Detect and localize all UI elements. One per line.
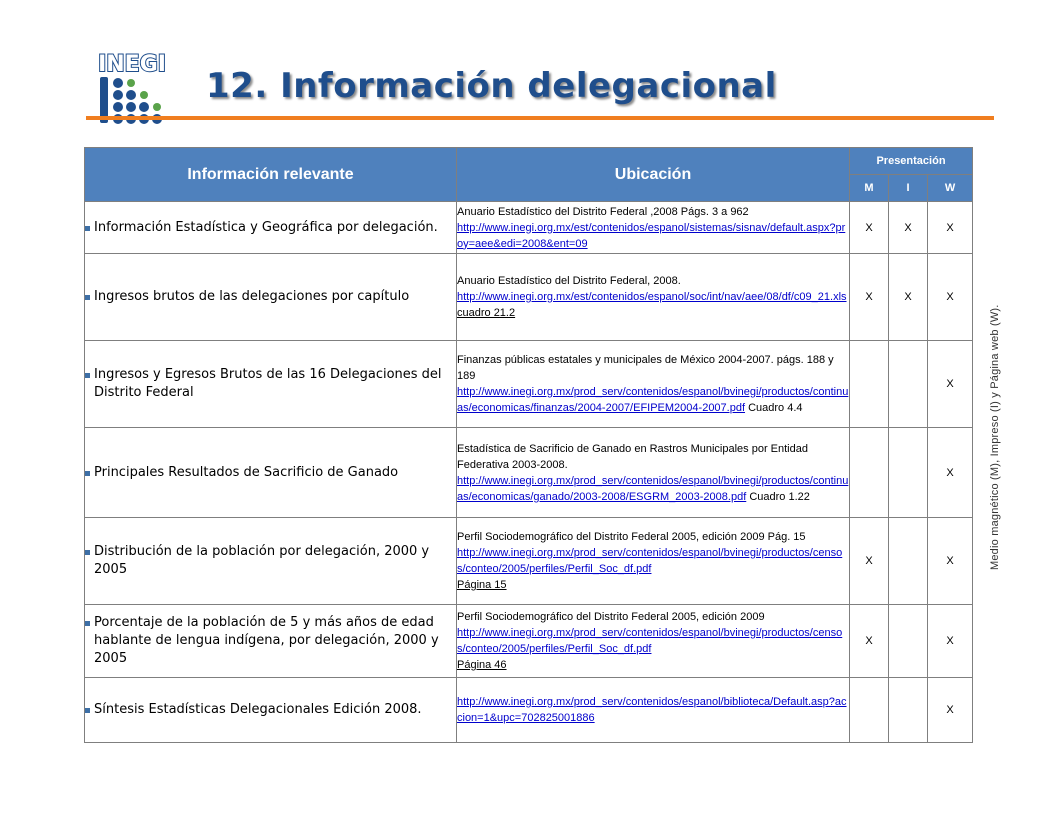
location-text: Anuario Estadístico del Distrito Federal ,2008 Págs. 3 a 962 xyxy=(457,205,749,218)
table-row xyxy=(85,678,973,743)
location-link[interactable]: http://www.inegi.org.mx/prod_serv/contenidos/espanol/bvinegi/productos/continuas/economicas/ganado/2003-2008/ESGRM_2003-2008.pdf xyxy=(457,474,849,503)
table-row xyxy=(85,254,973,341)
info-text: Ingresos brutos de las delegaciones por capítulo xyxy=(94,289,410,304)
location-text: Estadística de Sacrificio de Ganado en Rastros Municipales por Entidad Federativa 2003-2008. xyxy=(457,442,808,471)
cell-m: X xyxy=(850,254,889,341)
location-text: Perfil Sociodemográfico del Distrito Federal 2005, edición 2009 Pág. 15 xyxy=(457,531,806,543)
info-text: Porcentaje de la población de 5 y más años de edad hablante de lengua indígena, por delegación, 2000 y 2005 xyxy=(94,615,439,666)
location-note: Página 15 xyxy=(457,579,507,591)
location-link[interactable]: http://www.inegi.org.mx/est/contenidos/espanol/sistemas/sisnav/default.aspx?proy=aee&edi=2008&ent=09 xyxy=(457,221,846,250)
cell-m: X xyxy=(850,202,889,254)
header-i: I xyxy=(889,175,928,202)
cell-m xyxy=(850,678,889,743)
location-link[interactable]: http://www.inegi.org.mx/prod_serv/contenidos/espanol/bvinegi/productos/continuas/economicas/finanzas/2004-2007/EFIPEM2004-2007.pdf xyxy=(457,386,849,414)
cell-m xyxy=(850,341,889,428)
location-text: Finanzas públicas estatales y municipales de México 2004-2007. págs. 188 y 189 xyxy=(457,354,834,382)
cell-m: X xyxy=(850,518,889,605)
cell-w: X xyxy=(928,428,973,518)
table-row xyxy=(85,605,973,678)
table-row xyxy=(85,202,973,254)
table-row xyxy=(85,428,973,518)
location-link[interactable]: http://www.inegi.org.mx/prod_serv/contenidos/espanol/biblioteca/Default.asp?accion=1&upc=702825001886 xyxy=(457,696,847,724)
cell-m: X xyxy=(850,605,889,678)
location-link[interactable]: http://www.inegi.org.mx/prod_serv/contenidos/espanol/bvinegi/productos/censos/conteo/2005/perfiles/Perfil_Soc_df.pdf xyxy=(457,547,843,575)
table-row xyxy=(85,518,973,605)
header-m: M xyxy=(850,175,889,202)
cell-i xyxy=(889,518,928,605)
cell-w: X xyxy=(928,341,973,428)
cell-i: X xyxy=(889,254,928,341)
header-w: W xyxy=(928,175,973,202)
info-text: Principales Resultados de Sacrificio de Ganado xyxy=(94,464,399,480)
cell-m xyxy=(850,428,889,518)
location-note: Cuadro 1.22 xyxy=(749,490,810,503)
cell-w: X xyxy=(928,254,973,341)
location-text: Perfil Sociodemográfico del Distrito Federal 2005, edición 2009 xyxy=(457,611,765,623)
bullet-icon xyxy=(85,226,90,231)
bullet-icon xyxy=(85,550,90,555)
location-note: Cuadro 4.4 xyxy=(748,402,803,414)
inegi-logo xyxy=(96,49,168,126)
info-text: Información Estadística y Geográfica por delegación. xyxy=(94,219,438,235)
location-text: Anuario Estadístico del Distrito Federal, 2008. xyxy=(457,275,681,287)
bullet-icon xyxy=(85,373,90,378)
presentation-legend: Medio magnético (M), Impreso (I) y Página web (W). xyxy=(989,304,1001,570)
cell-w: X xyxy=(928,678,973,743)
location-note: cuadro 21.2 xyxy=(457,307,516,319)
cell-i xyxy=(889,605,928,678)
location-link[interactable]: http://www.inegi.org.mx/est/contenidos/espanol/soc/int/nav/aee/08/df/c09_21.xls xyxy=(457,291,847,303)
header-presentation: Presentación xyxy=(850,148,973,175)
bullet-icon xyxy=(85,471,90,476)
table-row xyxy=(85,341,973,428)
info-table xyxy=(84,147,973,743)
bullet-icon xyxy=(85,295,90,300)
svg-text:INEGI: INEGI xyxy=(98,52,166,77)
cell-i xyxy=(889,678,928,743)
header-info: Información relevante xyxy=(85,148,457,202)
bullet-icon xyxy=(85,708,90,713)
cell-i xyxy=(889,428,928,518)
cell-i xyxy=(889,341,928,428)
header-location: Ubicación xyxy=(457,148,850,202)
cell-w: X xyxy=(928,202,973,254)
cell-w: X xyxy=(928,605,973,678)
info-text: Distribución de la población por delegación, 2000 y 2005 xyxy=(94,544,430,577)
bullet-icon xyxy=(85,621,90,626)
title-underline xyxy=(86,116,994,120)
location-link[interactable]: http://www.inegi.org.mx/prod_serv/contenidos/espanol/bvinegi/productos/censos/conteo/2005/perfiles/Perfil_Soc_df.pdf xyxy=(457,627,843,655)
info-text: Síntesis Estadísticas Delegacionales Edición 2008. xyxy=(94,702,422,717)
cell-w: X xyxy=(928,518,973,605)
info-text: Ingresos y Egresos Brutos de las 16 Delegaciones del Distrito Federal xyxy=(94,367,442,400)
location-note: Página 46 xyxy=(457,659,507,671)
cell-i: X xyxy=(889,202,928,254)
page-title: 12. Información delegacional xyxy=(206,66,777,106)
